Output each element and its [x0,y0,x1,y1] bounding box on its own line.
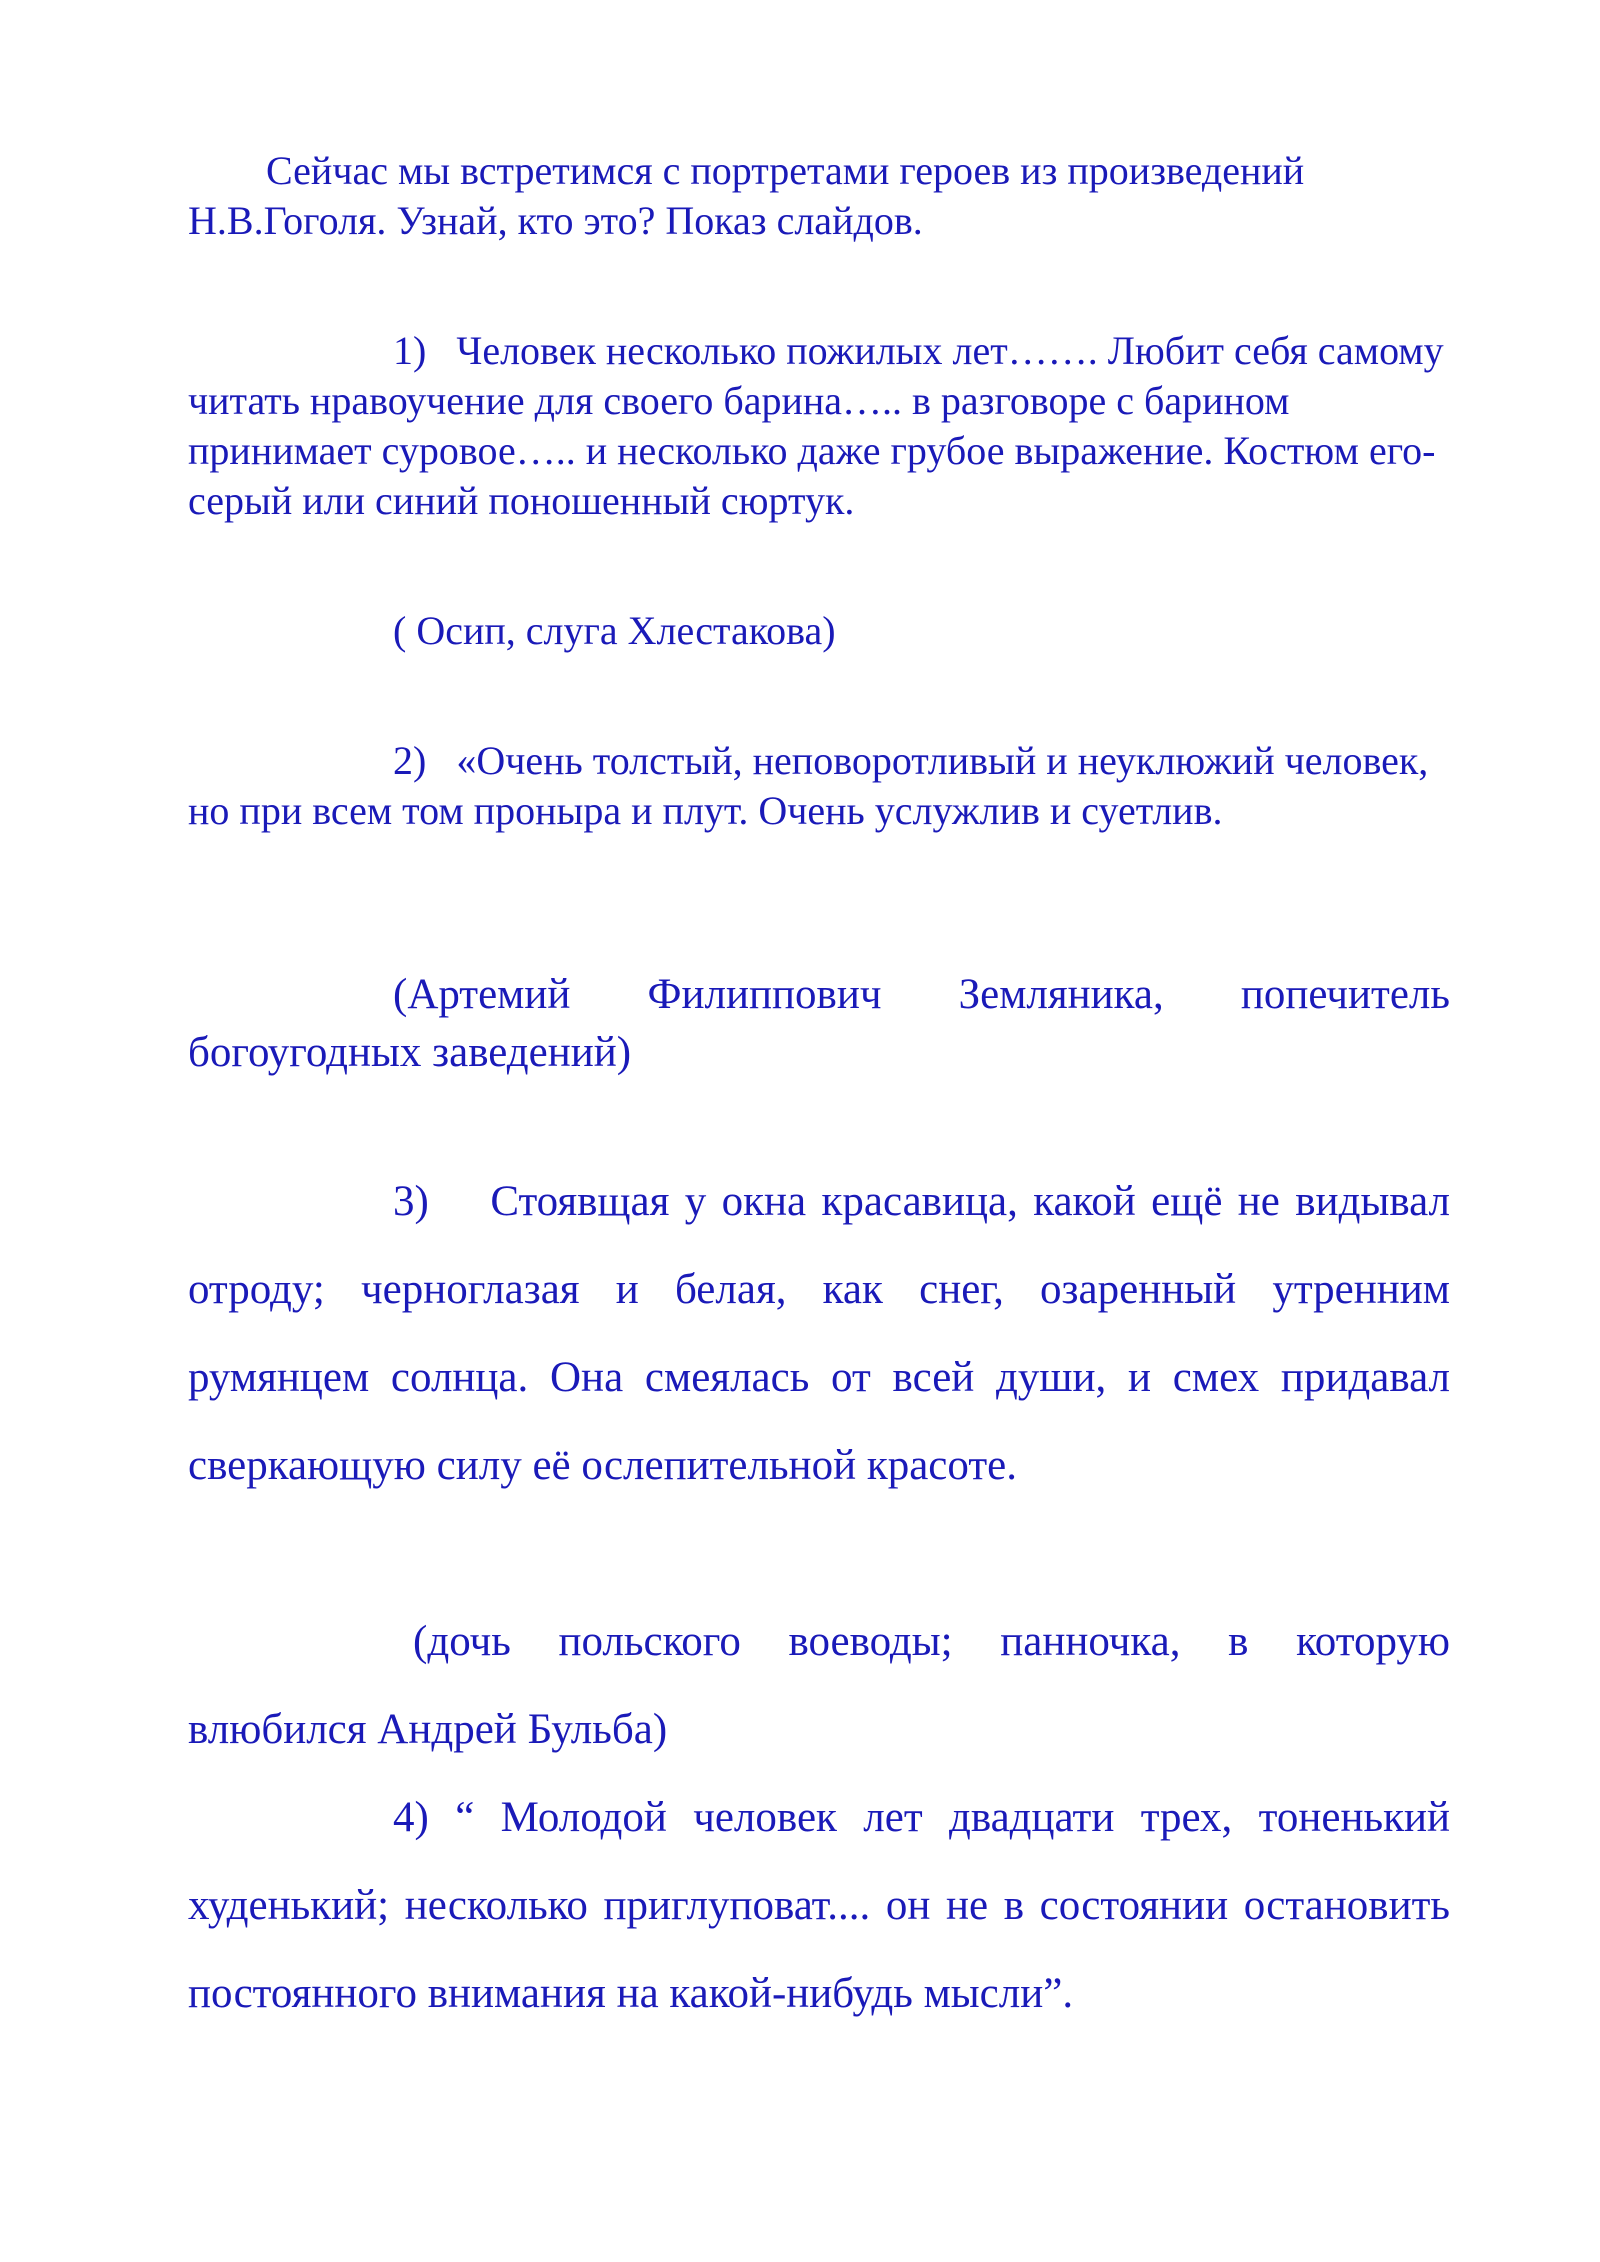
list-item-2-number: 2) [393,738,427,783]
intro-paragraph: Сейчас мы встретимся с портретами героев из произведений Н.В.Гоголя. Узнай, кто это? Показ слайдов. [188,148,1305,243]
list-item-2 [188,736,1450,836]
list-item-3-number: 3) [393,1178,429,1225]
list-item-4-number: 4) [393,1794,429,1841]
list-item-3-text: Стоявщая у окна красавица, какой ещё не видывал отроду; черноглазая и белая, как снег, озаренный утренним румянцем солнца. Она смеялась от всей души, и смех придавал сверкающую силу её ослепительной красоте. [188,1178,1450,1489]
list-item-3-answer: (дочь польского воеводы; панночка, в которую влюбился Андрей Бульба) [188,1618,1450,1753]
list-item-4-text: “ Молодой человек лет двадцати трех, тоненький худенький; несколько приглуповат.... он не в состоянии остановить постоянного внимания на какой-нибудь мысли”. [188,1794,1451,2017]
list-item-2-text: «Очень толстый, неповоротливый и неуклюжий человек, но при всем том проныра и плут. Очень услужлив и суетлив. [188,738,1429,833]
list-item-1 [188,326,1450,526]
list-item-1-answer: ( Осип, слуга Хлестакова) [393,608,836,653]
list-item-1-text: Человек несколько пожилых лет……. Любит себя самому читать нравоучение для своего барина….. в разговоре с барином принимает суровое….. и несколько даже грубое выражение. Костюм его- серый или синий поношенный сюртук. [188,328,1444,523]
list-item-3 [188,1158,1450,1510]
list-item-1-number: 1) [393,328,427,373]
list-item-4 [188,1774,1450,2038]
list-item-2-answer: (Артемий Филиппович Земляника, попечитель богоугодных заведений) [188,971,1450,1076]
